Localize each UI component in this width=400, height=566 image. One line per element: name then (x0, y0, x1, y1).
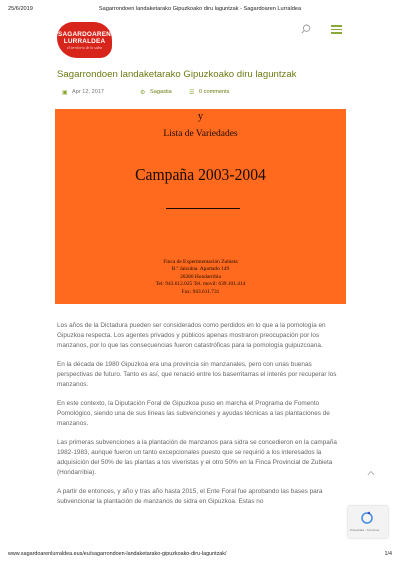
print-footer (8, 551, 392, 559)
address-line: Fax: 943.611.731 (181, 288, 220, 295)
address-line: 20280 Hondarribia (180, 273, 221, 280)
content-paragraph: Las primeras subvenciones a la plantación de manzanos para sidra se concedieron en la campaña 1982-1983, aunque fueron un tanto excepcionales puesto que se requirió a los interesados la adquisición del 50% de las plantas a los viveristas y el otro 50% en la Finca Provincial de Zubieta (Hondarribia). (57, 439, 337, 476)
print-date: 25/6/2019 (8, 6, 33, 12)
post-comments-link[interactable]: 0 comments (199, 89, 230, 95)
chevron-up-icon[interactable] (367, 470, 375, 476)
featured-y: y (197, 111, 204, 122)
address-line: Finca de Experimentación Zubieta (163, 259, 238, 265)
calendar-icon: ▣ (62, 89, 68, 96)
logo-line-1: SAGARDOAREN (58, 31, 111, 38)
address-line: Tel: 943.612.025 Tel. movil: 639.101.414 (155, 281, 246, 288)
comment-icon: ☰ (189, 89, 195, 96)
post-content (57, 321, 347, 516)
post-date: Apr 12, 2017 (72, 89, 105, 95)
logo-line-2: LURRALDEA (63, 38, 106, 45)
featured-campana: Campaña 2003-2004 (135, 165, 266, 184)
recaptcha-badge[interactable] (348, 506, 388, 538)
print-header (8, 6, 392, 16)
site-logo[interactable] (57, 22, 112, 58)
content-paragraph: A partir de entonces, y año y tras año hasta 2015, el Ente Foral fue aprobando las bases para subvencionar la plantación de manzanos de sidra en Gipuzkoa. Estas no (57, 488, 323, 505)
featured-lista: Lista de Variedades (163, 129, 238, 139)
logo-tagline: el territorio de la sidra (66, 46, 102, 50)
print-page-number: 1/4 (384, 551, 392, 557)
recaptcha-icon (360, 511, 374, 525)
hamburger-menu-icon[interactable] (331, 25, 342, 34)
featured-address (55, 259, 346, 296)
content-paragraph: Los años de la Dictadura pueden ser considerados como perdidos en lo que a la pomología en Gipuzkoa respecta. Los agentes privados y públicos apenas mostraron preocupación por los manzanos, por lo que las consecuencias fueron catastróficas para la pomología guipuzcoana. (57, 322, 326, 349)
print-document-title: Sagarrondoen landaketarako Gipuzkoako diru laguntzak - Sagardoaren Lurraldea (98, 6, 302, 12)
post-category-link[interactable]: Sagastia (150, 89, 172, 95)
address-line: B.º Jaizubia. Apartado 149 (171, 266, 230, 273)
search-icon[interactable] (301, 24, 311, 34)
recaptcha-text: Privacidad - Términos (350, 528, 380, 532)
gear-icon: ⚙ (140, 89, 146, 96)
featured-image (55, 109, 346, 304)
content-paragraph: En este contexto, la Diputación Foral de Gipuzkoa puso en marcha el Programa de Fomento Pomológico, siendo una de sus líneas las subvenciones y ayudas técnicas a las plantaciones de manzanos. (57, 400, 330, 427)
print-url: www.sagardoarenlurraldea.eus/eu/sagarrondoen-landaketarako-gipuzkoako-diru-laguntzak/ (8, 551, 227, 557)
featured-rule (166, 208, 240, 209)
post-title: Sagarrondoen landaketarako Gipuzkoako diru laguntzak (57, 69, 297, 80)
content-paragraph: En la década de 1980 Gipuzkoa era una provincia sin manzanales, pero con unas buenas perspectivas de futuro. Tanto es así, que renació entre los baserritarras el interés por recuperar los manzanos. (57, 361, 337, 388)
